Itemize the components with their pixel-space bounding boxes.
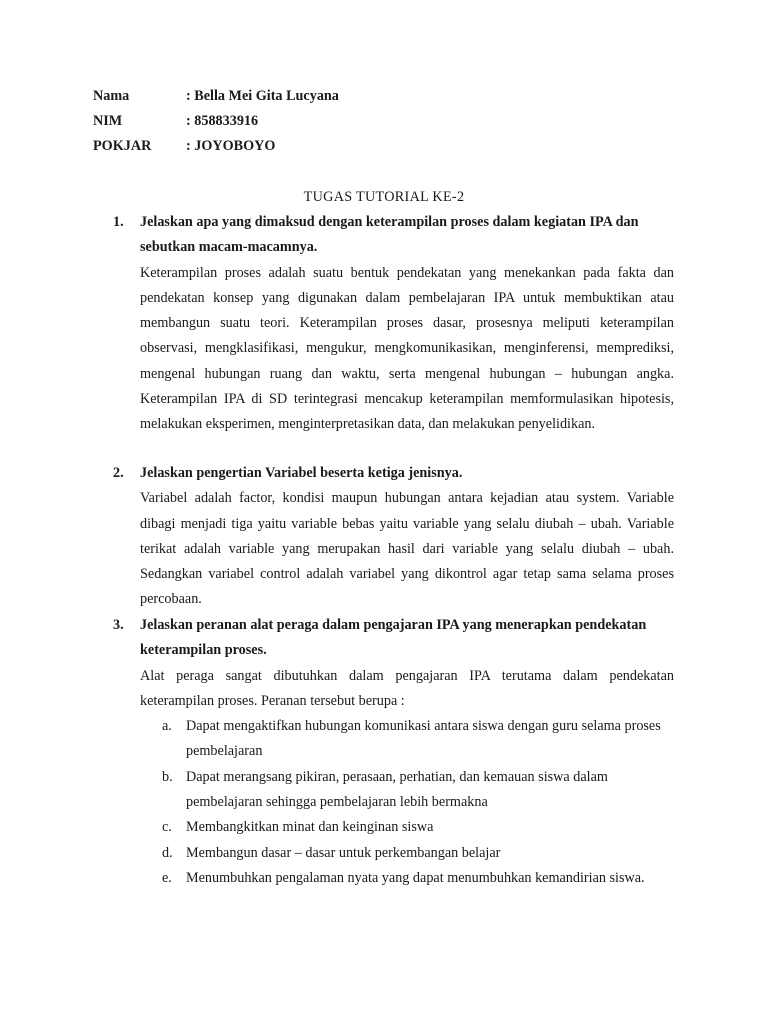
- question-body: [140, 613, 674, 891]
- question-number: 3.: [113, 617, 124, 633]
- list-marker: e.: [162, 869, 172, 886]
- list-item-text: Dapat mengaktifkan hubungan komunikasi antara siswa dengan guru selama proses pembelajaran: [186, 718, 661, 760]
- question-number: 1.: [113, 214, 124, 230]
- list-item-text: Membangun dasar – dasar untuk perkembangan belajar: [186, 844, 501, 861]
- role-list: [140, 714, 674, 891]
- role-list-item: [140, 841, 674, 866]
- list-marker: d.: [162, 844, 173, 861]
- identity-value: : JOYOBOYO: [186, 138, 276, 154]
- answer-text: Keterampilan proses adalah suatu bentuk pendekatan yang menekankan pada fakta dan pendekatan konsep yang digunakan dalam pembelajaran IPA untuk membuktikan atau membangun suatu teori. Keterampilan proses dasar, prosesnya meliputi keterampilan observasi, mengklasifikasi, mengukur, mengkomunikasikan, menginferensi, memprediksi, mengenal hubungan ruang dan waktu, serta mengenal hubungan – hubungan angka. Keterampilan IPA di SD terintegrasi mencakup keterampilan memformulasikan hipotesis, melakukan eksperimen, menginterpretasikan data, dan melakukan penyelidikan.: [140, 264, 674, 433]
- document-title: TUGAS TUTORIAL KE-2: [303, 189, 465, 205]
- role-list-item: [140, 866, 674, 891]
- list-marker: b.: [162, 768, 173, 785]
- question-body: [140, 461, 674, 613]
- identity-label: POKJAR: [93, 138, 152, 154]
- identity-value: : 858833916: [186, 113, 259, 129]
- list-marker: c.: [162, 819, 172, 836]
- answer-text: Alat peraga sangat dibutuhkan dalam pengajaran IPA terutama dalam pendekatan keterampilan proses. Peranan tersebut berupa :: [140, 667, 674, 709]
- identity-label: NIM: [93, 113, 123, 129]
- question-number: 2.: [113, 465, 124, 481]
- role-list-item: [140, 815, 674, 840]
- question-text: Jelaskan apa yang dimaksud dengan keterampilan proses dalam kegiatan IPA dan sebutkan macam-macamnya.: [140, 214, 639, 256]
- list-item-text: Dapat merangsang pikiran, perasaan, perhatian, dan kemauan siswa dalam pembelajaran sehingga pembelajaran lebih bermakna: [186, 768, 608, 811]
- list-item-text: Membangkitkan minat dan keinginan siswa: [186, 819, 434, 836]
- role-list-item: [140, 765, 674, 816]
- question-body: [140, 210, 674, 438]
- answer-text: Variabel adalah factor, kondisi maupun hubungan antara kejadian atau system. Variable dibagi menjadi tiga yaitu variable bebas yaitu variable yang selalu diubah – ubah. Variable terikat adalah variable yang merupakan hasil dari variable yang selalu diubah – ubah. Sedangkan variabel control adalah variabel yang dikontrol agar tetap sama selama proses percobaan.: [140, 490, 674, 608]
- list-marker: a.: [162, 718, 172, 735]
- question-text: Jelaskan pengertian Variabel beserta ketiga jenisnya.: [140, 465, 463, 481]
- identity-label: Nama: [93, 88, 130, 104]
- list-item-text: Menumbuhkan pengalaman nyata yang dapat menumbuhkan kemandirian siswa.: [186, 869, 645, 886]
- identity-value: : Bella Mei Gita Lucyana: [186, 88, 339, 104]
- question-text: Jelaskan peranan alat peraga dalam pengajaran IPA yang menerapkan pendekatan keterampilan proses.: [140, 617, 647, 659]
- role-list-item: [140, 714, 674, 765]
